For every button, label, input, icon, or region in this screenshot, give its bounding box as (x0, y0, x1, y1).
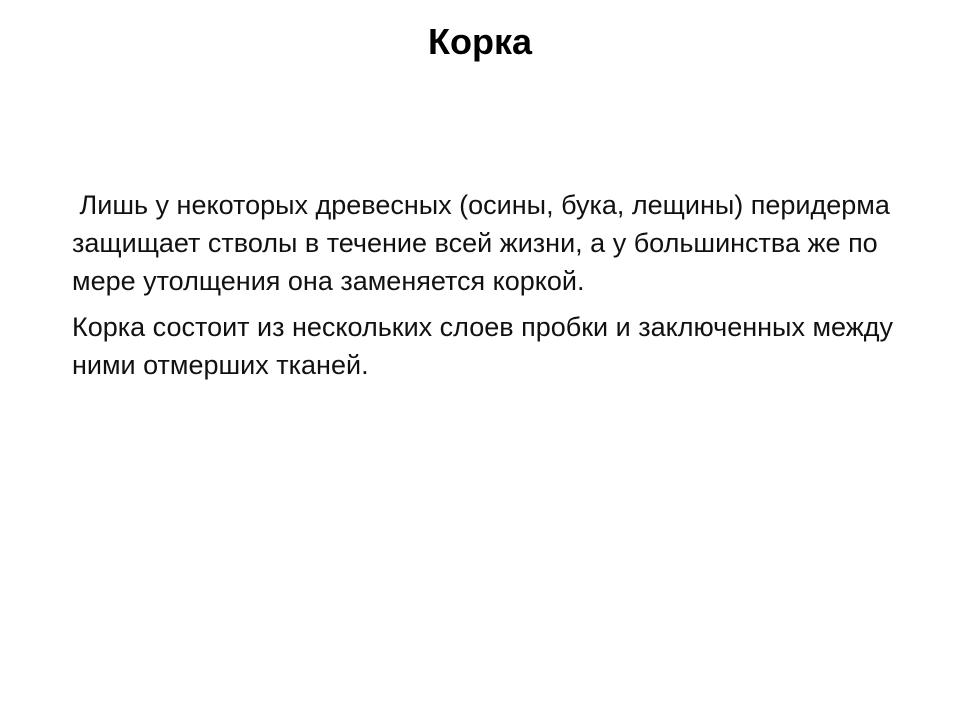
paragraph-periderm: Лишь у некоторых древесных (осины, бука, лещины) перидерма защищает стволы в течение всей жизни, а у большинства же по мере утолщения она заменяется коркой. (72, 190, 898, 296)
slide-title: Корка (428, 21, 532, 62)
slide-body (72, 186, 902, 384)
paragraph-bark-layers: Корка состоит из нескольких слоев пробки и заключенных между ними отмерших тканей. (72, 312, 901, 380)
